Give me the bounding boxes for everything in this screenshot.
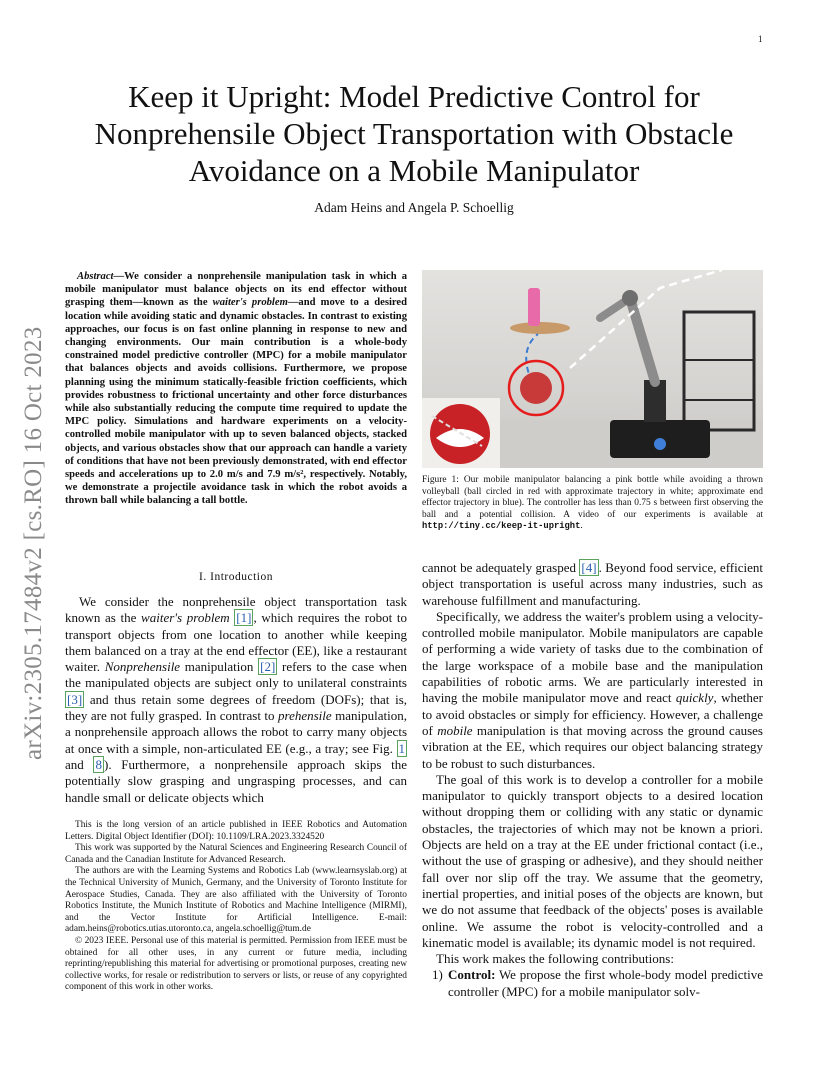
page-number: 1 (758, 34, 763, 44)
contribution-item: 1) Control: We propose the first whole-body model predictive controller (MPC) for a mobile manipulator solv- (432, 967, 763, 999)
figure-1-caption: Figure 1: Our mobile manipulator balancing a pink bottle while avoiding a thrown volleyball (ball circled in red with approximate trajectory in white; approximate end effector trajectory in blue). The controller has less than 0.75 s between first observing the ball and a potential collision. A video of our experiments is available at http://tiny.cc/keep-it-upright. (422, 475, 763, 532)
footnote: © 2023 IEEE. Personal use of this material is permitted. Permission from IEEE must be obtained for all other uses, in any current or future media, including reprinting/republishing this material for advertising or promotional purposes, creating new collective works, for resale or redistribution to servers or lists, or reuse of any copyrighted component of this work in other works. (65, 935, 407, 993)
citation-link[interactable]: [1] (236, 610, 252, 626)
intro-text: We consider the nonprehensile object transportation task known as the (65, 594, 407, 626)
paragraph: The goal of this work is to develop a controller for a mobile manipulator to quickly transport objects to a desired location without dropping them or colliding with any static or dynamic obstacles, the trajectories of which may not be known a priori. Objects are held on a tray at the EE under frictional contact (i.e., without the use of grasping or adhesive), and they should neither fall over nor slip off the tray. We assume that the geometry, inertial properties, and initial poses of the objects are known, but we do not assume that feedback of the objects' poses is available online. We assume the robot is velocity-controlled and a kinematic model is available; its dynamic model is not required. (422, 771, 763, 950)
right-column (422, 560, 763, 1000)
paper-title: Keep it Upright: Model Predictive Control for Nonprehensile Object Transportation with Obstacle Avoidance on a Mobile Manipulator (94, 79, 734, 188)
caption-text: Figure 1: Our mobile manipulator balancing a pink bottle while avoiding a thrown volleyball (ball circled in red with approximate trajectory in white; approximate end effector trajectory in blue). The controller has less than 0.75 s between first observing the ball and a potential collision. A video of our experiments is available at (422, 475, 763, 520)
intro-text: and (65, 756, 94, 772)
intro-emphasis: waiter's problem (141, 610, 230, 626)
intro-text: ). Furthermore, a nonprehensile approach skips the potentially slow grasping and ungrasping processes, and can handle small or delicate objects which (65, 756, 407, 805)
intro-text: refers to the case when the manipulated objects are subject only to unilateral constraints (65, 659, 407, 691)
figure-1-photo (422, 270, 763, 468)
video-url-link[interactable]: http://tiny.cc/keep-it-upright (422, 521, 581, 532)
intro-emphasis: prehensile (278, 708, 332, 724)
robot-photo-illustration (422, 270, 763, 468)
intro-text: and thus retain some degrees of freedom (DOFs); that is, they are not fully grasped. In contrast to (65, 691, 407, 724)
intro-text: manipulation (180, 659, 259, 675)
arxiv-identifier: arXiv:2305.17484v2 [cs.RO] 16 Oct 2023 (20, 326, 47, 760)
figure-link[interactable]: 8 (95, 756, 102, 772)
paper-authors: Adam Heins and Angela P. Schoellig (314, 200, 514, 215)
section-heading-introduction: I. Introduction (199, 571, 273, 583)
paragraph: This work makes the following contributions: (436, 951, 674, 967)
paragraph: cannot be adequately grasped [4] . Beyond food service, efficient object transportation is useful across many industries, such as warehouse fulfillment and manufacturing. (422, 560, 764, 608)
citation-link[interactable]: [3] (67, 691, 83, 707)
footnote: This work was supported by the Natural Sciences and Engineering Research Council of Canada and the Canadian Institute for Advanced Research. (65, 843, 407, 865)
abstract (65, 270, 407, 508)
intro-emphasis: Nonprehensile (104, 659, 181, 675)
tray (510, 322, 570, 334)
footnote: The authors are with the Learning Systems and Robotics Lab (www.learnsyslab.org) at the Technical University of Munich, Germany, and the University of Toronto Institute for Aerospace Studies, Canada. They are also affiliated with the University of Toronto Robotics Institute, the Munich Institute of Robotics and Machine Intelligence (MIRMI), and the Vector Institute for Artificial Intelligence. E-mail: adam.heins@robotics.utias.utoronto.ca, angela.schoellig@tum.de (65, 866, 407, 935)
base-light (654, 438, 666, 450)
footnote: This is the long version of an article published in IEEE Robotics and Automation Letters. Digital Object Identifier (DOI): 10.1109/LRA.2023.3324520 (65, 820, 407, 842)
paragraph: Specifically, we address the waiter's problem using a velocity-controlled mobile manipulator. Mobile manipulators are capable of performing a wide variety of tasks due to the combination of the large workspace of a mobile base and the manipulation capabilities of robotic arms. We are particularly interested in having the mobile manipulator move and react quickly, whether to avoid obstacles or simply for efficiency. However, a challenge of mobile manipulation is that moving across the ground causes vibration at the EE, which requires our object balancing strategy to be robust to such disturbances. (422, 608, 763, 771)
citation-link[interactable]: [2] (260, 659, 276, 675)
figure-link[interactable]: 1 (398, 740, 405, 756)
abstract-text-1: —We consider a nonprehensile manipulation task in which a mobile manipulator must balance objects on its end effector without grasping them—known as the (65, 271, 407, 309)
pink-bottle (528, 288, 540, 326)
abstract-emphasis: waiter's problem (212, 297, 288, 309)
footnotes (65, 820, 407, 994)
introduction-paragraph (65, 594, 407, 806)
citation-link[interactable]: [4] (581, 560, 597, 575)
abstract-label: Abstract (77, 271, 114, 282)
volleyball (520, 372, 552, 404)
intro-text: , which requires the robot to transport objects from one location to another while keeping them balanced on a tray at the end effector (EE), like a restaurant waiter. (65, 610, 407, 675)
abstract-text-2: —and move to a desired location while avoiding static and dynamic obstacles. In contrast to existing approaches, our focus is on fast online planning in response to new and changing environments. Our main contribution is a whole-body constrained model predictive controller (MPC) for a mobile manipulator that balances objects and avoids collisions. Furthermore, we propose planning using the minimum statically-feasible friction coefficients, which provides robustness to frictional uncertainty and other force disturbances while also substantially reducing the compute time required to update the MPC policy. Simulations and hardware experiments on a velocity-controlled mobile manipulator with up to seven balanced objects, stacked objects, and various obstacles show that our approach can handle a variety of conditions that have not been previously demonstrated, with end effector speeds and accelerations up to 2.0 m/s and 7.9 m/s², respectively. Notably, we demonstrate a projectile avoidance task in which the robot avoids a thrown ball while balancing a tall bottle. (65, 297, 408, 507)
intro-text: manipulation, a nonprehensile approach allows the robot to carry many objects at once with a simple, non-articulated EE (e.g., a tray; see Fig. (65, 708, 407, 756)
